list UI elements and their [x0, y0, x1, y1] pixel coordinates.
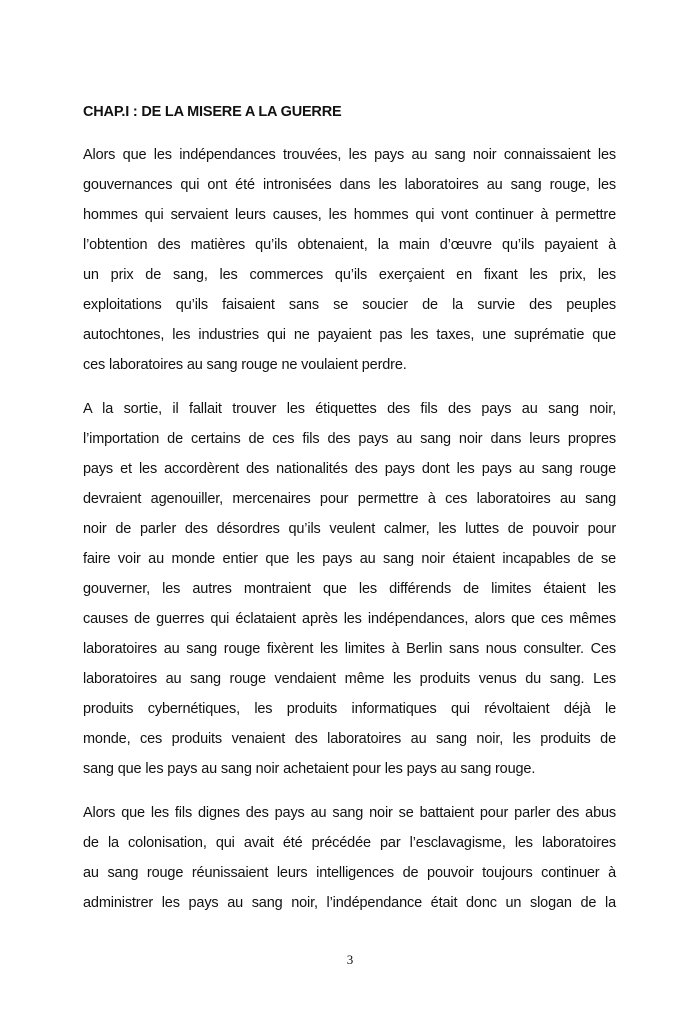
- paragraph-line: l’importation de certains de ces fils des pays au sang noir dans leurs propres: [83, 431, 616, 447]
- page-number: 3: [346, 952, 354, 967]
- paragraph-line: produits cybernétiques, les produits informatiques qui révoltaient déjà le: [83, 701, 616, 717]
- paragraph-line: l’obtention des matières qu’ils obtenaient, la main d’œuvre qu’ils payaient à: [83, 237, 616, 253]
- paragraph-line: gouverner, les autres montraient que les différends de limites étaient les: [83, 581, 616, 597]
- paragraph-line: hommes qui servaient leurs causes, les hommes qui vont continuer à permettre: [83, 207, 616, 223]
- chapter-heading: CHAP.I : DE LA MISERE A LA GUERRE: [83, 104, 342, 120]
- paragraph-line: de la colonisation, qui avait été précédée par l’esclavagisme, les laboratoires: [83, 835, 616, 851]
- paragraph-line: laboratoires au sang rouge vendaient même les produits venus du sang. Les: [83, 671, 616, 687]
- paragraph-line: un prix de sang, les commerces qu’ils exerçaient en fixant les prix, les: [83, 267, 616, 283]
- paragraph-line: faire voir au monde entier que les pays au sang noir étaient incapables de se: [83, 551, 616, 567]
- paragraph-line: laboratoires au sang rouge fixèrent les limites à Berlin sans nous consulter. Ces: [83, 641, 616, 657]
- paragraph-line: A la sortie, il fallait trouver les étiquettes des fils des pays au sang noir,: [83, 401, 616, 417]
- paragraph-line: administrer les pays au sang noir, l’indépendance était donc un slogan de la: [83, 895, 616, 911]
- paragraph-line: gouvernances qui ont été intronisées dans les laboratoires au sang rouge, les: [83, 177, 616, 193]
- paragraph-line: sang que les pays au sang noir achetaient pour les pays au sang rouge.: [83, 761, 536, 777]
- paragraph-line: autochtones, les industries qui ne payaient pas les taxes, une suprématie que: [83, 327, 616, 343]
- paragraph-line: au sang rouge réunissaient leurs intelligences de pouvoir toujours continuer à: [83, 865, 616, 881]
- paragraph-line: monde, ces produits venaient des laboratoires au sang noir, les produits de: [83, 731, 616, 747]
- paragraph-line: ces laboratoires au sang rouge ne voulaient perdre.: [83, 357, 407, 373]
- paragraph-line: Alors que les indépendances trouvées, les pays au sang noir connaissaient les: [83, 147, 616, 163]
- paragraph-line: devraient agenouiller, mercenaires pour permettre à ces laboratoires au sang: [83, 491, 616, 507]
- paragraph-line: Alors que les fils dignes des pays au sang noir se battaient pour parler des abus: [83, 805, 616, 821]
- paragraph-line: noir de parler des désordres qu’ils veulent calmer, les luttes de pouvoir pour: [83, 521, 616, 537]
- paragraph-line: causes de guerres qui éclataient après les indépendances, alors que ces mêmes: [83, 611, 616, 627]
- paragraph-line: exploitations qu’ils faisaient sans se soucier de la survie des peuples: [83, 297, 616, 313]
- paragraph-line: pays et les accordèrent des nationalités des pays dont les pays au sang rouge: [83, 461, 616, 477]
